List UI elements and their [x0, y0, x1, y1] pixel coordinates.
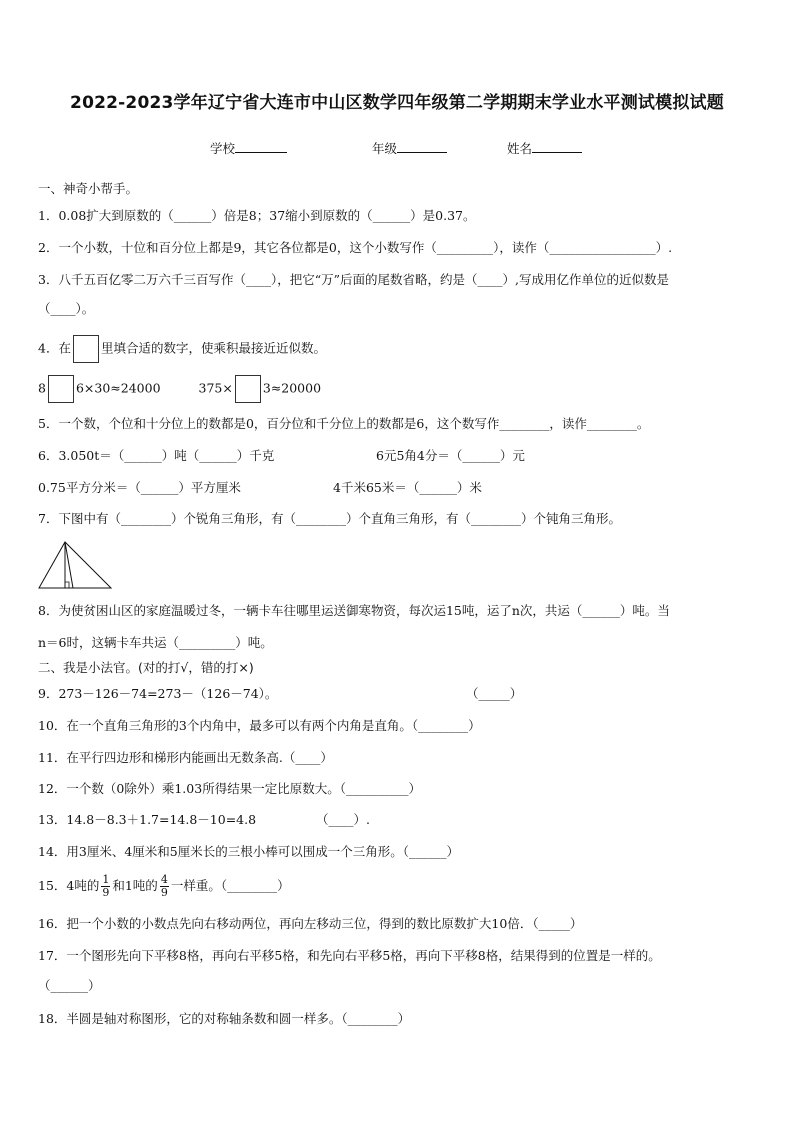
grade-label: 年级	[372, 141, 398, 156]
question-13	[38, 811, 756, 829]
item-b-lead: 375×	[198, 380, 233, 396]
name-field	[507, 139, 582, 157]
question-6-row-2	[38, 479, 756, 497]
question-4-items	[38, 375, 756, 403]
question-2: 2．一个小数，十位和百分位上都是9，其它各位都是0，这个小数写作（_________），读作（_________________）.	[38, 240, 673, 255]
question-14: 14．用3厘米、4厘米和5厘米长的三根小棒可以围成一个三角形。（______）	[38, 844, 460, 859]
section-2-heading: 二、我是小法官。(对的打√，错的打×)	[38, 660, 254, 675]
fraction-denominator: 9	[160, 886, 168, 899]
question-4	[38, 335, 756, 363]
question-17-line-2: （______）	[38, 978, 101, 993]
item-a-lead: 8	[38, 380, 46, 396]
fraction-four-ninths	[160, 874, 169, 899]
right-angle-mark	[65, 582, 69, 588]
item-a-tail: 6×30≈24000	[75, 380, 161, 396]
question-4-suffix: 里填合适的数字，使乘积最接近近似数。	[100, 340, 326, 356]
question-16: 16．把一个小数的小数点先向右移动两位，再向左移动三位，得到的数比原数扩大10倍．（_____）	[38, 916, 583, 931]
question-7: 7．下图中有（________）个锐角三角形，有（________）个直角三角形，有（________）个钝角三角形。	[38, 511, 621, 526]
fraction-one-ninth	[101, 874, 110, 899]
question-11: 11．在平行四边形和梯形内能画出无数条高.（____）	[38, 750, 333, 765]
school-blank[interactable]	[235, 140, 287, 153]
name-blank[interactable]	[532, 140, 582, 153]
fraction-numerator: 1	[102, 873, 110, 886]
page-title: 2022-2023学年辽宁省大连市中山区数学四年级第二学期期末学业水平测试模拟试题	[70, 93, 724, 113]
grade-field	[372, 139, 447, 157]
school-field	[210, 139, 287, 157]
question-15-part-c: 一样重。（________）	[170, 878, 290, 893]
question-15-part-b: 和1吨的	[112, 878, 158, 893]
question-9-blank: （_____）	[466, 686, 523, 701]
fraction-denominator: 9	[102, 886, 110, 899]
question-15	[38, 870, 756, 902]
question-8-line-1: 8．为使贫困山区的家庭温暖过冬，一辆卡车往哪里运送御寒物资，每次运15吨，运了n次，共运（______）吨。当	[38, 603, 670, 618]
grade-blank[interactable]	[397, 140, 447, 153]
item-a-box[interactable]	[48, 375, 74, 403]
question-3-line-1: 3．八千五百亿零二万六千三百写作（____），把它“万”后面的尾数省略，约是（____）,写成用亿作单位的近似数是	[38, 272, 669, 287]
question-15-part-a: 15．4吨的	[38, 878, 100, 893]
triangle-figure	[38, 540, 114, 590]
question-3-line-2: （____）。	[38, 301, 95, 316]
question-6-row-1	[38, 447, 756, 465]
question-17-line-1: 17．一个图形先向下平移8格，再向右平移5格，和先向右平移5格，再向下平移8格，结果得到的位置是一样的。	[38, 948, 661, 963]
question-12: 12．一个数（0除外）乘1.03所得结果一定比原数大。（__________）	[38, 781, 421, 796]
question-18: 18．半圆是轴对称图形，它的对称轴条数和圆一样多。（________）	[38, 1011, 411, 1026]
question-13-blank: （____）.	[316, 812, 370, 827]
name-label: 姓名	[507, 141, 533, 156]
answer-box	[73, 335, 99, 363]
question-1: 1．0.08扩大到原数的（______）倍是8；37缩小到原数的（______）是0.37。	[38, 208, 476, 223]
question-6c: 0.75平方分米＝（______）平方厘米	[38, 480, 241, 495]
item-b-box[interactable]	[235, 375, 261, 403]
question-8-line-2: n＝6时，这辆卡车共运（_________）吨。	[38, 635, 273, 650]
question-6b: 6元5角4分＝（______）元	[376, 448, 525, 463]
question-13-text: 13．14.8－8.3＋1.7=14.8－10=4.8	[38, 812, 257, 827]
question-4-prefix: 4．在	[38, 340, 71, 356]
school-label: 学校	[210, 141, 236, 156]
question-9-text: 9．273－126－74=273－（126－74）。	[38, 686, 278, 701]
outer-triangle	[39, 542, 111, 588]
question-6a: 6．3.050t＝（______）吨（______）千克	[38, 448, 275, 463]
question-5: 5．一个数，个位和十分位上的数都是0，百分位和千分位上的数都是6，这个数写作________，读作________。	[38, 416, 650, 431]
section-1-heading: 一、神奇小帮手。	[38, 181, 139, 196]
item-b-tail: 3≈20000	[262, 380, 322, 396]
question-6d: 4千米65米＝（______）米	[333, 480, 482, 495]
fraction-numerator: 4	[160, 873, 168, 886]
question-10: 10．在一个直角三角形的3个内角中，最多可以有两个内角是直角。（________）	[38, 718, 481, 733]
question-9	[38, 685, 756, 703]
